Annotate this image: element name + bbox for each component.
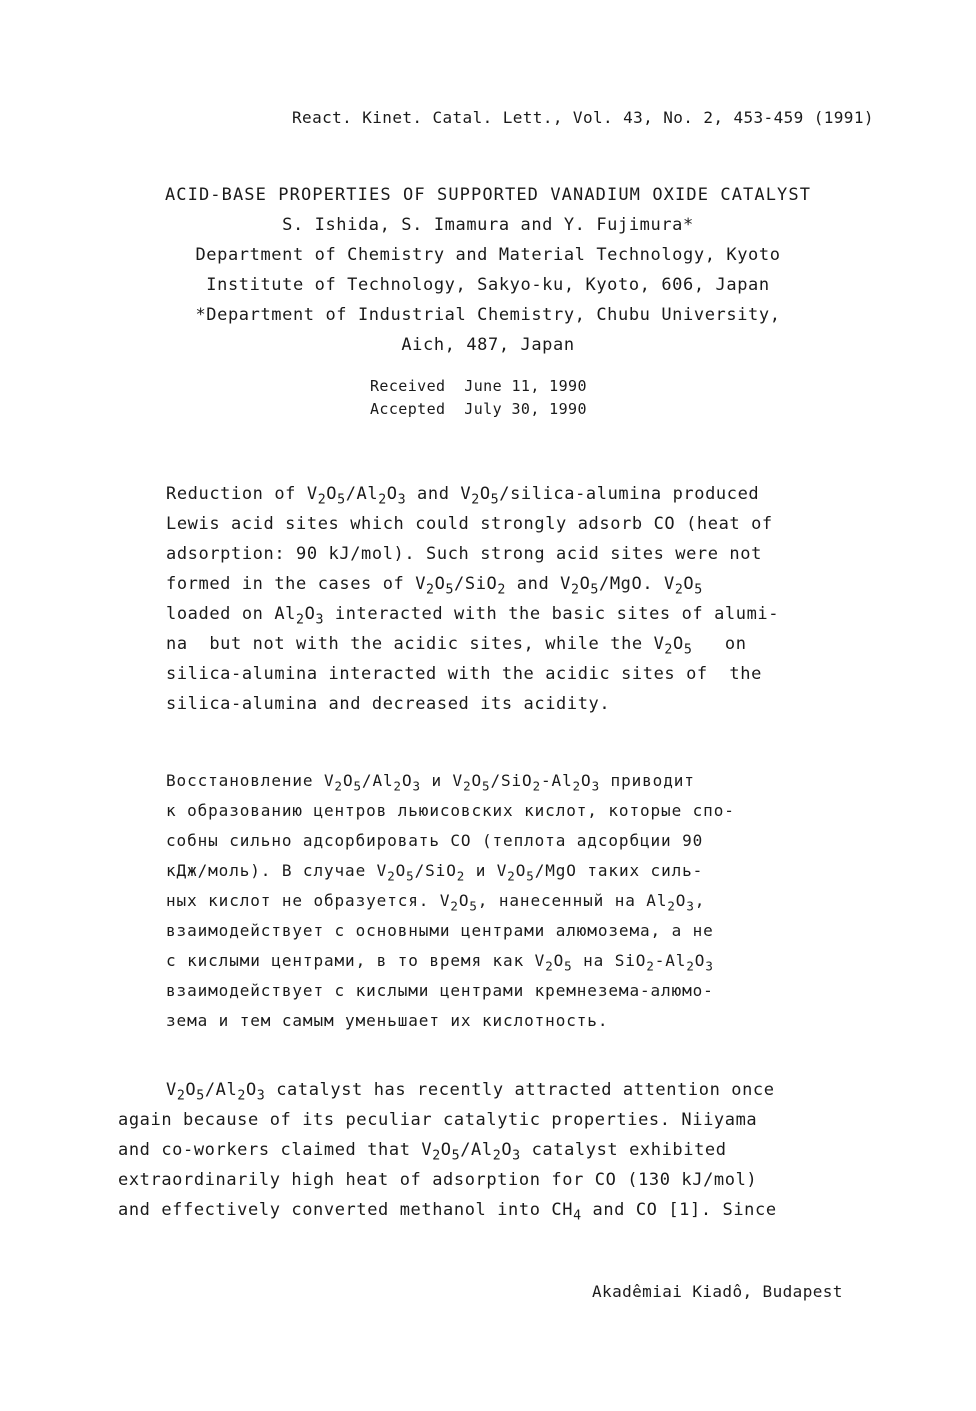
abstract-en-line: Reduction of $V_2O_5/Al_2O_3$ and $V_2O_5/silica$-alumina produced xyxy=(166,484,760,508)
affiliation-line: *Department of Industrial Chemistry, Chubu University, xyxy=(195,305,781,325)
abstract-en-line: silica-alumina and decreased its acidity. xyxy=(166,694,611,714)
affiliation-line: Aich, 487, Japan xyxy=(401,335,575,355)
affiliation-line: Institute of Technology, Sakyo-ku, Kyoto, 606, Japan xyxy=(206,275,770,295)
paper-title: ACID-BASE PROPERTIES OF SUPPORTED VANADIUM OXIDE CATALYST xyxy=(164,185,812,205)
abstract-en-line: Lewis acid sites which could strongly adsorb CO (heat of xyxy=(166,514,773,534)
abstract-ru-line: Восстановление $V_2O_5/Al_2O_3$ и $V_2O_5/SiO_2-Al_2O_3$ приводит xyxy=(166,771,695,794)
abstract-en-line: loaded on $Al_2O_3$ interacted with the basic sites of alumi- xyxy=(166,604,780,628)
journal-citation: React. Kinet. Catal. Lett., Vol. 43, No. 2, 453-459 (1991) xyxy=(292,108,874,127)
body-line: again because of its peculiar catalytic properties. Niiyama xyxy=(118,1110,758,1130)
abstract-ru-line: зема и тем самым уменьшает их кислотность. xyxy=(166,1011,609,1030)
authors: S. Ishida, S. Imamura and Y. Fujimura* xyxy=(282,215,694,235)
received-date: Received June 11, 1990 xyxy=(370,377,587,395)
abstract-ru-line: кДж/моль). В случае $V_2O_5/SiO_2$ и $V_2O_5$/MgO таких силь- xyxy=(166,861,704,884)
abstract-en-line: silica-alumina interacted with the acidic sites of the xyxy=(166,664,762,684)
abstract-en-line: adsorption: 90 kJ/mol). Such strong acid sites were not xyxy=(166,544,762,564)
abstract-ru-line: с кислыми центрами, в то время как $V_2O_5$ на $SiO_2-Al_2O_3$ xyxy=(166,951,714,974)
accepted-date: Accepted July 30, 1990 xyxy=(370,400,587,418)
affiliation-line: Department of Chemistry and Material Technology, Kyoto xyxy=(195,245,781,265)
body-line: $V_2O_5/Al_2O_3$ catalyst has recently attracted attention once xyxy=(166,1080,775,1104)
abstract-ru-line: ных кислот не образуется. $V_2O_5$, нанесенный на $Al_2O_3$, xyxy=(166,891,706,914)
body-line: and effectively converted methanol into $CH_4$ and CO [1]. Since xyxy=(118,1200,777,1224)
body-line: and co-workers claimed that $V_2O_5/Al_2O_3$ catalyst exhibited xyxy=(118,1140,727,1164)
abstract-ru-line: взаимодействует с основными центрами алюмозема, а не xyxy=(166,921,714,940)
abstract-en-line: na but not with the acidic sites, while the $V_2O_5$ on xyxy=(166,634,747,658)
abstract-ru-line: взаимодействует с кислыми центрами кремнезема-алюмо- xyxy=(166,981,714,1000)
publisher-footer: Akadêmiai Kiadô, Budapest xyxy=(592,1282,843,1301)
abstract-ru-line: к образованию центров льюисовских кислот, которые спо- xyxy=(166,801,735,820)
abstract-ru-line: собны сильно адсорбировать CO (теплота адсорбции 90 xyxy=(166,831,704,850)
abstract-en-line: formed in the cases of $V_2O_5/SiO_2$ and $V_2O_5$/MgO. $V_2O_5$ xyxy=(166,574,703,598)
body-line: extraordinarily high heat of adsorption for CO (130 kJ/mol) xyxy=(118,1170,758,1190)
